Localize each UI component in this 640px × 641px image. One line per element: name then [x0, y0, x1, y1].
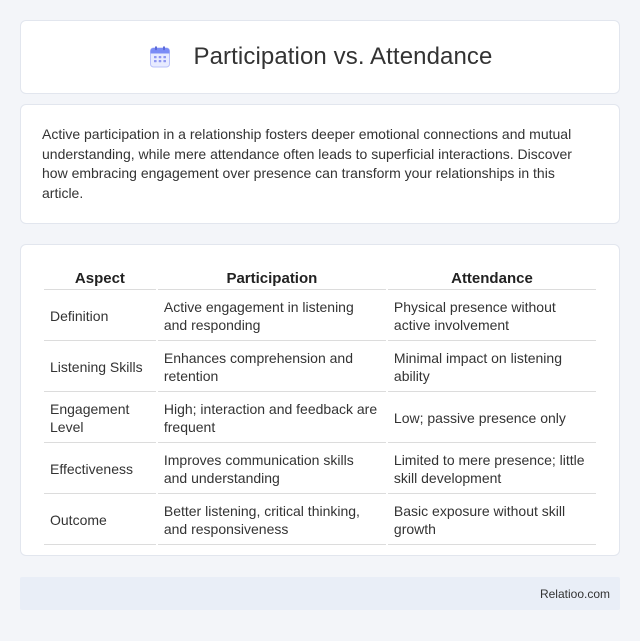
row-attendance-cell: Limited to mere presence; little skill development	[388, 445, 596, 494]
intro-card	[20, 104, 620, 224]
header-participation: Participation	[158, 266, 386, 290]
row-aspect-cell: Effectiveness	[44, 445, 156, 494]
row-attendance-cell: Basic exposure without skill growth	[388, 496, 596, 545]
calendar-icon	[148, 45, 172, 69]
table-card	[20, 244, 620, 556]
comparison-table	[42, 264, 598, 547]
row-aspect-cell: Outcome	[44, 496, 156, 545]
footer	[20, 577, 620, 610]
row-aspect-cell: Definition	[44, 292, 156, 341]
page-title: Participation vs. Attendance	[193, 43, 493, 70]
title-wrap	[148, 43, 493, 71]
title-card	[20, 20, 620, 94]
row-attendance-cell: Low; passive presence only	[388, 394, 596, 443]
table-row	[44, 394, 596, 443]
intro-paragraph: Active participation in a relationship fosters deeper emotional connections and mutual understanding, while mere attendance often leads to superficial interactions. Discover how embracing engagement over presence can transform your relationships in this article.	[42, 126, 572, 201]
table-row	[44, 496, 596, 545]
table-row	[44, 343, 596, 392]
row-participation-cell: Active engagement in listening and responding	[158, 292, 386, 341]
row-participation-cell: High; interaction and feedback are frequent	[158, 394, 386, 443]
table-row	[44, 292, 596, 341]
brand-label: Relatioo.com	[539, 586, 610, 601]
row-attendance-cell: Minimal impact on listening ability	[388, 343, 596, 392]
table-header-row	[44, 266, 596, 290]
row-participation-cell: Enhances comprehension and retention	[158, 343, 386, 392]
header-attendance: Attendance	[388, 266, 596, 290]
row-attendance-cell: Physical presence without active involvement	[388, 292, 596, 341]
row-aspect-cell: Listening Skills	[44, 343, 156, 392]
table-row	[44, 445, 596, 494]
row-participation-cell: Improves communication skills and understanding	[158, 445, 386, 494]
header-aspect: Aspect	[44, 266, 156, 290]
row-aspect-cell: Engagement Level	[44, 394, 156, 443]
row-participation-cell: Better listening, critical thinking, and responsiveness	[158, 496, 386, 545]
